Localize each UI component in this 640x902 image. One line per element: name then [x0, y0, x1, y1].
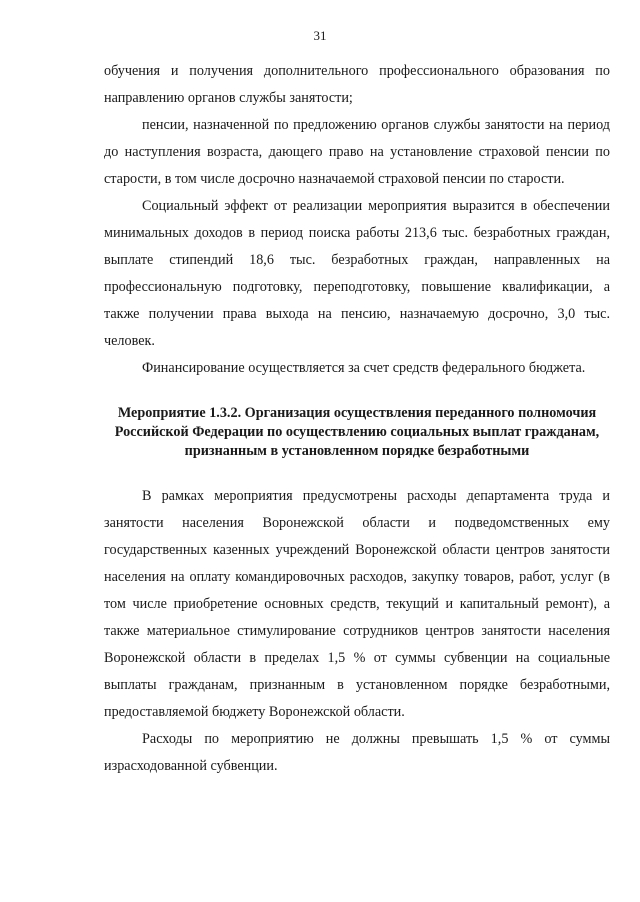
section-heading: Мероприятие 1.3.2. Организация осуществления переданного полномочия Российской Федерации по осуществлению социальных выплат гражданам, признанным в установленном порядке безработными	[114, 405, 600, 459]
paragraph-expenses-scope: В рамках мероприятия предусмотрены расходы департамента труда и занятости населения Воронежской области и подведомственных ему государственных казенных учреждений Воронежской области центров занятости населения на оплату командировочных расходов, закупку товаров, работ, услуг (в том числе приобретение основных средств, текущий и капитальный ремонт), а также материальное стимулирование сотрудников центров занятости населения Воронежской области в пределах 1,5 % от суммы субвенции на социальные выплаты гражданам, признанным в установленном порядке безработными, предоставляемой бюджету Воронежской области.	[104, 488, 610, 720]
paragraph-social-effect: Социальный эффект от реализации мероприятия выразится в обеспечении минимальных доходов в период поиска работы 213,6 тыс. безработных граждан, выплате стипендий 18,6 тыс. безработных граждан, направленных на профессиональную подготовку, переподготовку, повышение квалификации, а также получении права выхода на пенсию, назначаемую досрочно, 3,0 тыс. человек.	[104, 198, 610, 349]
paragraph-pension: пенсии, назначенной по предложению органов службы занятости на период до наступления возраста, дающего право на установление страховой пенсии по старости, в том числе досрочно назначаемой страховой пенсии по старости.	[104, 117, 610, 187]
paragraph-expenses-limit: Расходы по мероприятию не должны превышать 1,5 % от суммы израсходованной субвенции.	[104, 731, 610, 774]
page-number: 31	[313, 28, 327, 43]
paragraph-education-continuation: обучения и получения дополнительного профессионального образования по направлению органов службы занятости;	[104, 63, 610, 106]
paragraph-financing: Финансирование осуществляется за счет средств федерального бюджета.	[142, 360, 586, 376]
page-content	[104, 58, 610, 780]
